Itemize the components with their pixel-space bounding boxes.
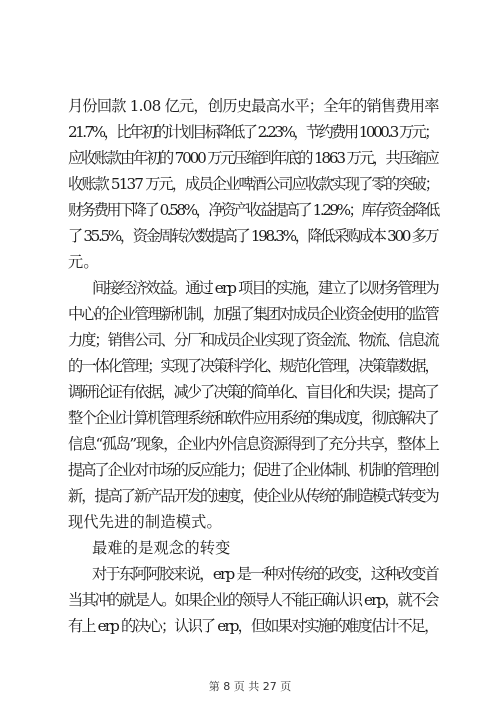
text-line: 力度；销售公司、分厂和成员企业实现了资金流、物流、信息流 <box>68 331 438 349</box>
text-line: 月份回款 1.08 亿元，创历史最高水平；全年的销售费用率 <box>68 97 439 115</box>
text-line: 财务费用下降了 0.58%，净资产收益提高了 1.29%；库存资金降低 <box>68 201 438 219</box>
page-footer: 第 8 页 共 27 页 <box>208 680 292 693</box>
text-line: 21.7%，比年初的计划目标降低了 2.23%，节约费用 1000.3 万元； <box>68 123 437 141</box>
text-line: 有上 erp 的决心；认识了 erp，但如果对实施的难度估计不足， <box>68 617 438 635</box>
text-line: 的一体化管理；实现了决策科学化、规范化管理，决策靠数据， <box>68 357 438 375</box>
text-line: 了 35.5%，资金周转次数提高了 198.3%，降低采购成本 300 多万 <box>68 227 438 245</box>
text-line: 新，提高了新产品开发的速度，使企业从传统的制造模式转变为 <box>68 487 438 505</box>
text-line: 中心的企业管理新机制，加强了集团对成员企业资金使用的监管 <box>68 305 438 323</box>
text-line: 应收账款由年初的 7000 万元压缩到年底的 1863 万元，共压缩应 <box>68 149 438 167</box>
text-line: 调研论证有依据，减少了决策的简单化、盲目化和失误；提高了 <box>68 383 438 401</box>
paragraph-start-line: 间接经济效益。通过 erp 项目的实施，建立了以财务管理为 <box>92 279 438 297</box>
text-line: 信息“孤岛”现象，企业内外信息资源得到了充分共享，整体上 <box>68 435 439 453</box>
text-line: 收账款 5137 万元，成员企业啤酒公司应收款实现了零的突破； <box>68 175 439 193</box>
text-line: 整个企业计算机管理系统和软件应用系统的集成度，彻底解决了 <box>68 409 438 427</box>
paragraph-start-line: 对于东阿阿胶来说，erp 是一种对传统的改变，这种改变首 <box>92 565 438 583</box>
text-line: 提高了企业对市场的反应能力；促进了企业体制、机制的管理创 <box>68 461 438 479</box>
section-heading: 最难的是观念的转变 <box>92 539 231 557</box>
text-line: 当其冲的就是人。如果企业的领导人不能正确认识 erp，就不会 <box>68 591 438 609</box>
text-line: 元。 <box>68 253 99 271</box>
text-line: 现代先进的制造模式。 <box>68 513 222 531</box>
